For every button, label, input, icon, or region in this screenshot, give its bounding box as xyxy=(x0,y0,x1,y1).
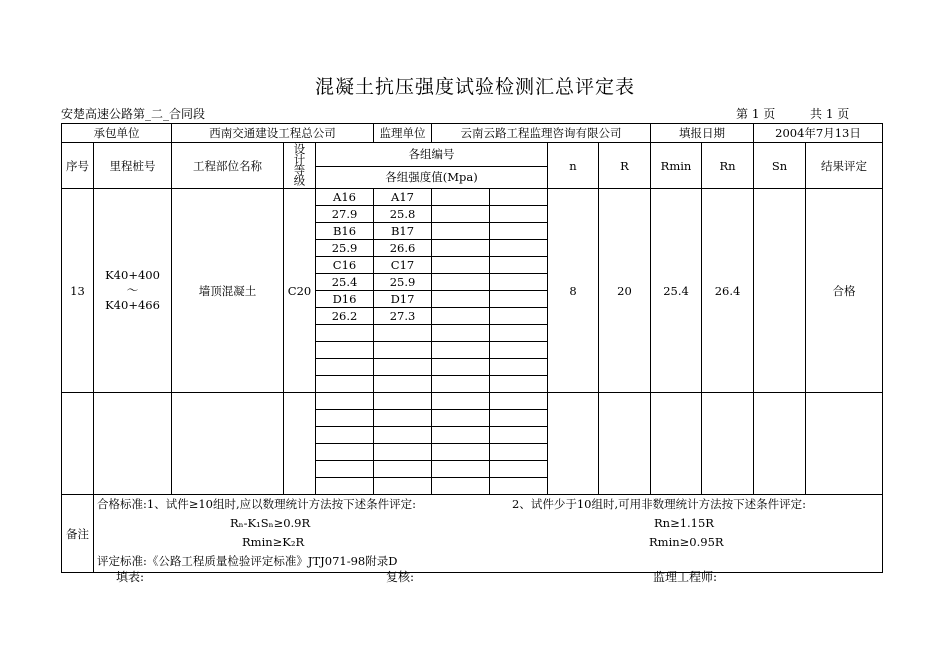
group-cell xyxy=(490,376,548,393)
info-row xyxy=(62,124,883,143)
group-cell xyxy=(432,427,490,444)
record-sn xyxy=(754,189,806,393)
empty-cell xyxy=(548,393,599,495)
group-cell: C17 xyxy=(374,257,432,274)
group-cell xyxy=(432,308,490,325)
note-line-2 xyxy=(94,514,882,533)
group-cell xyxy=(432,291,490,308)
group-cell xyxy=(490,274,548,291)
evaluation-table xyxy=(61,123,883,573)
group-cell xyxy=(374,461,432,478)
supervisor-label: 监理单位 xyxy=(374,124,432,143)
group-cell xyxy=(374,376,432,393)
group-cell xyxy=(316,342,374,359)
empty-cell xyxy=(702,393,754,495)
group-cell xyxy=(490,223,548,240)
note-formula-3: Rmin≥K₂R xyxy=(242,535,305,549)
group-cell xyxy=(432,223,490,240)
group-cell: A16 xyxy=(316,189,374,206)
header-result: 结果评定 xyxy=(806,143,883,189)
group-cell: B17 xyxy=(374,223,432,240)
empty-row xyxy=(62,393,883,410)
empty-cell xyxy=(62,393,94,495)
group-cell xyxy=(316,376,374,393)
note-line-4 xyxy=(94,552,882,571)
contractor-label: 承包单位 xyxy=(62,124,172,143)
group-cell xyxy=(490,240,548,257)
station-from: K40+400 xyxy=(105,268,160,282)
group-cell xyxy=(374,342,432,359)
group-cell xyxy=(432,444,490,461)
header-rn: Rn xyxy=(702,143,754,189)
empty-cell xyxy=(806,393,883,495)
group-cell: 25.9 xyxy=(374,274,432,291)
group-cell xyxy=(316,393,374,410)
group-cell xyxy=(432,325,490,342)
header-rmin: Rmin xyxy=(651,143,702,189)
group-cell xyxy=(432,410,490,427)
group-cell xyxy=(316,478,374,495)
group-cell xyxy=(490,427,548,444)
notes-label: 备注 xyxy=(62,495,94,573)
note-line-1 xyxy=(94,495,882,514)
group-cell xyxy=(490,308,548,325)
header-row xyxy=(62,143,883,167)
group-cell xyxy=(432,189,490,206)
group-cell xyxy=(432,342,490,359)
record-seq: 13 xyxy=(62,189,94,393)
group-cell xyxy=(374,478,432,495)
record-n: 8 xyxy=(548,189,599,393)
group-cell: D17 xyxy=(374,291,432,308)
empty-cell xyxy=(651,393,702,495)
header-part: 工程部位名称 xyxy=(172,143,284,189)
group-cell xyxy=(432,461,490,478)
header-grade xyxy=(284,143,316,189)
record-result: 合格 xyxy=(806,189,883,393)
note-formula-2: Rn≥1.15R xyxy=(654,516,714,530)
group-cell: D16 xyxy=(316,291,374,308)
group-cell xyxy=(432,359,490,376)
record-grade: C20 xyxy=(284,189,316,393)
header-r: R xyxy=(599,143,651,189)
group-cell xyxy=(432,257,490,274)
footer-engineer: 监理工程师: xyxy=(653,570,718,584)
group-cell xyxy=(490,291,548,308)
group-cell xyxy=(316,410,374,427)
footer-fill: 填表: xyxy=(116,570,145,584)
group-cell: C16 xyxy=(316,257,374,274)
group-cell xyxy=(490,478,548,495)
group-cell xyxy=(490,410,548,427)
group-cell: A17 xyxy=(374,189,432,206)
group-cell xyxy=(432,478,490,495)
header-group-no: 各组编号 xyxy=(316,143,548,167)
group-cell xyxy=(490,444,548,461)
header-n: n xyxy=(548,143,599,189)
group-cell xyxy=(374,359,432,376)
group-cell xyxy=(490,206,548,223)
header-station: 里程桩号 xyxy=(94,143,172,189)
empty-cell xyxy=(599,393,651,495)
group-cell xyxy=(374,393,432,410)
page-number: 第 1 页 xyxy=(736,107,776,121)
station-sep: ～ xyxy=(126,283,139,297)
group-cell xyxy=(490,257,548,274)
group-cell: B16 xyxy=(316,223,374,240)
date-value: 2004年7月13日 xyxy=(754,124,883,143)
empty-cell xyxy=(172,393,284,495)
group-cell xyxy=(432,206,490,223)
group-cell: 25.8 xyxy=(374,206,432,223)
note-formula-4: Rmin≥0.95R xyxy=(649,535,724,549)
group-cell xyxy=(316,427,374,444)
header-group-strength: 各组强度值(Mpa) xyxy=(316,166,548,188)
group-cell xyxy=(316,359,374,376)
group-cell xyxy=(374,427,432,444)
record-r: 20 xyxy=(599,189,651,393)
group-cell xyxy=(374,325,432,342)
group-cell xyxy=(490,461,548,478)
note-standard: 评定标准:《公路工程质量检验评定标准》JTJ071-98附录D xyxy=(97,554,398,568)
empty-cell xyxy=(94,393,172,495)
contractor-value: 西南交通建设工程总公司 xyxy=(172,124,374,143)
record-rn: 26.4 xyxy=(702,189,754,393)
group-cell xyxy=(316,444,374,461)
header-grade-text: 设计等级 xyxy=(292,143,307,185)
record-row xyxy=(62,189,883,206)
supervisor-value: 云南云路工程监理咨询有限公司 xyxy=(432,124,651,143)
group-cell: 26.6 xyxy=(374,240,432,257)
group-cell xyxy=(374,444,432,461)
group-cell: 25.9 xyxy=(316,240,374,257)
empty-cell xyxy=(754,393,806,495)
record-station xyxy=(94,189,172,393)
empty-cell xyxy=(284,393,316,495)
group-cell xyxy=(490,393,548,410)
group-cell xyxy=(490,325,548,342)
group-cell: 27.9 xyxy=(316,206,374,223)
record-rmin: 25.4 xyxy=(651,189,702,393)
project-label: 安楚高速公路第_二_合同段 xyxy=(61,107,206,121)
group-cell xyxy=(316,461,374,478)
group-cell xyxy=(432,393,490,410)
group-cell xyxy=(432,376,490,393)
group-cell: 26.2 xyxy=(316,308,374,325)
group-cell xyxy=(316,325,374,342)
group-cell xyxy=(432,274,490,291)
record-part: 墙顶混凝土 xyxy=(172,189,284,393)
date-label: 填报日期 xyxy=(651,124,754,143)
group-cell xyxy=(432,240,490,257)
group-cell xyxy=(490,189,548,206)
form-title: 混凝土抗压强度试验检测汇总评定表 xyxy=(314,76,635,98)
group-cell xyxy=(374,410,432,427)
footer-review: 复核: xyxy=(386,570,415,584)
station-to: K40+466 xyxy=(105,298,160,312)
note-criteria-1: 合格标准:1、试件≥10组时,应以数理统计方法按下述条件评定: xyxy=(97,497,416,511)
notes-row xyxy=(62,495,883,573)
notes-content xyxy=(94,495,883,573)
header-seq: 序号 xyxy=(62,143,94,189)
note-formula-1: Rₙ-K₁Sₙ≥0.9R xyxy=(230,516,311,530)
group-cell xyxy=(490,342,548,359)
group-cell xyxy=(490,359,548,376)
note-criteria-2: 2、试件少于10组时,可用非数理统计方法按下述条件评定: xyxy=(512,497,806,511)
group-cell: 27.3 xyxy=(374,308,432,325)
group-cell: 25.4 xyxy=(316,274,374,291)
note-line-3 xyxy=(94,533,882,552)
page-total: 共 1 页 xyxy=(810,107,850,121)
header-sn: Sn xyxy=(754,143,806,189)
